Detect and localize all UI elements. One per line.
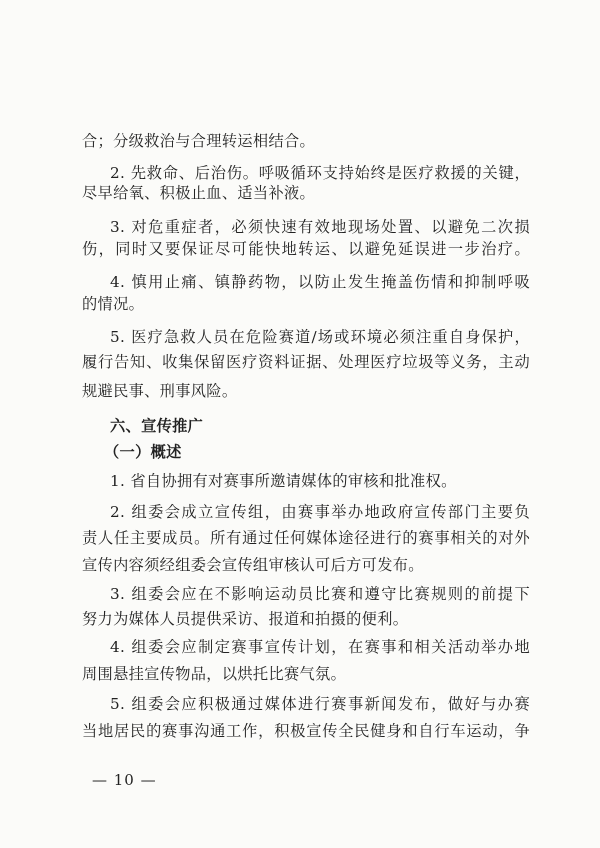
paragraph-line-2: 2. 先救命、后治伤。呼吸循环支持始终是医疗救援的关键， <box>110 164 530 182</box>
paragraph-line-15: 责人任主要成员。所有通过任何媒体途径进行的赛事相关的对外 <box>82 529 530 547</box>
paragraph-line-18: 努力为媒体人员提供采访、报道和拍摄的便利。 <box>82 610 409 628</box>
paragraph-line-7: 的情况。 <box>82 295 145 313</box>
subsection-heading: （一）概述 <box>104 443 182 461</box>
paragraph-line-20: 周围悬挂宣传物品，以烘托比赛气氛。 <box>82 665 347 683</box>
paragraph-line-4: 3. 对危重症者，必须快速有效地现场处置、以避免二次损 <box>110 218 530 236</box>
paragraph-line-16: 宣传内容须经组委会宣传组审核认可后方可发布。 <box>82 556 424 574</box>
page-number: — 10 — <box>92 771 157 789</box>
section-heading: 六、宣传推广 <box>110 417 204 435</box>
paragraph-line-3: 尽早给氧、积极止血、适当补液。 <box>82 184 316 202</box>
paragraph-line-5: 伤，同时又要保证尽可能快地转运、以避免延误进一步治疗。 <box>82 240 530 258</box>
paragraph-line-19: 4. 组委会应制定赛事宣传计划，在赛事和相关活动举办地 <box>110 638 530 656</box>
paragraph-line-6: 4. 慎用止痛、镇静药物，以防止发生掩盖伤情和抑制呼吸 <box>110 273 530 291</box>
paragraph-line-17: 3. 组委会应在不影响运动员比赛和遵守比赛规则的前提下 <box>110 585 530 603</box>
paragraph-line-8: 5. 医疗急救人员在危险赛道/场或环境必须注重自身保护， <box>110 328 530 346</box>
paragraph-line-22: 当地居民的赛事沟通工作，积极宣传全民健身和自行车运动，争 <box>82 722 530 740</box>
paragraph-line-13: 1. 省自协拥有对赛事所邀请媒体的审核和批准权。 <box>110 472 457 490</box>
paragraph-line-14: 2. 组委会成立宣传组，由赛事举办地政府宣传部门主要负 <box>110 503 530 521</box>
paragraph-line-1: 合；分级救治与合理转运相结合。 <box>82 132 316 150</box>
paragraph-line-9: 履行告知、收集保留医疗资料证据、处理医疗垃圾等义务，主动 <box>82 353 530 371</box>
paragraph-line-10: 规避民事、刑事风险。 <box>82 382 238 400</box>
paragraph-line-21: 5. 组委会应积极通过媒体进行赛事新闻发布，做好与办赛 <box>110 695 530 713</box>
